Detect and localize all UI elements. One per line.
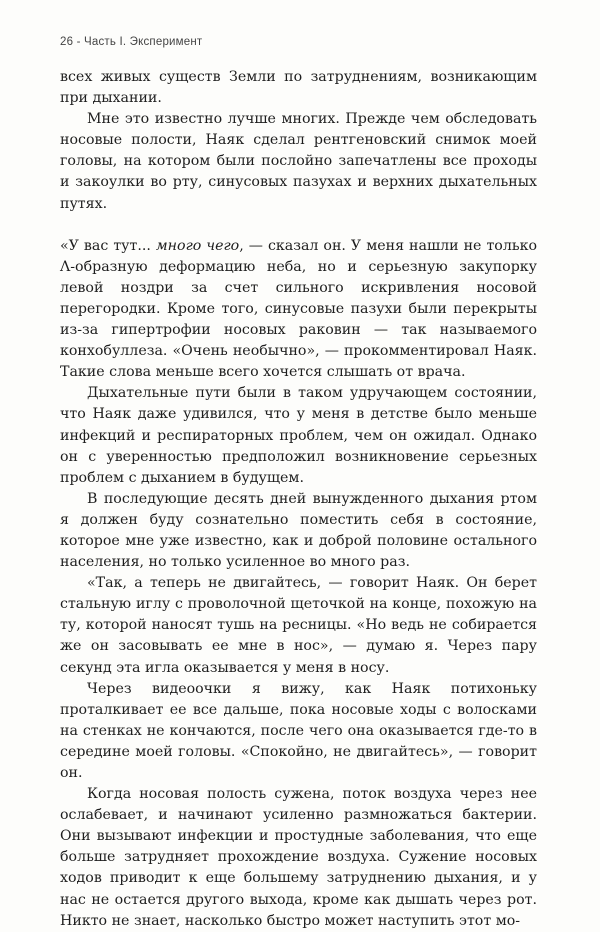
- quote-tail: , — сказал он. У меня нашли не только Λ-образную деформацию неба, но и серьезную закупорку левой ноздри за счет сильного искривления носовой перегородки. Кроме того, синусовые пазухи были перекрыты из-за гипертрофии носовых раковин — так называемого конхобуллеза. «Очень необычно», — прокомментировал Наяк. Такие слова меньше всего хочется слышать от врача.: [60, 237, 537, 381]
- paragraph-2: Мне это известно лучше многих. Прежде чем обследовать носовые полости, Наяк сделал рентгеновский снимок моей головы, на котором были послойно запечатлены все проходы и закоулки во рту, синусовых пазухах и верхних дыхательных путях.: [60, 111, 537, 212]
- paragraph-4: Дыхательные пути были в таком удручающем состоянии, что Наяк даже удивился, что у меня в детстве было меньше инфекций и респираторных проблем, чем он ожидал. Однако он с уверенностью предположил возникновение серьезных проблем с дыханием в будущем.: [60, 385, 537, 486]
- running-head: 26 - Часть I. Эксперимент: [60, 36, 203, 48]
- paragraph-7: Через видеоочки я вижу, как Наяк потихоньку проталкивает ее все дальше, пока носовые ходы с волосками на стенках не кончаются, после чего она оказывается где-то в середине моей головы. «Спокойно, не двигайтесь», — говорит он.: [60, 680, 537, 781]
- quote-emphasis: много чего: [155, 237, 240, 254]
- paragraph-1: всех живых существ Земли по затруднениям, возникающим при дыхании.: [60, 69, 537, 107]
- page-body: [60, 67, 537, 932]
- quote-lead: «У вас тут...: [60, 237, 156, 254]
- paragraph-8: Когда носовая полость сужена, поток воздуха через нее ослабевает, и начинают усиленно размножаться бактерии. Они вызывают инфекции и простудные заболевания, что еще больше затрудняет прохождение воздуха. Сужение носовых ходов приводит к еще большему затруднению дыхания, и у нас не остается другого выхода, кроме как дышать через рот. Никто не знает, насколько быстро может наступить этот мо-: [60, 786, 537, 929]
- paragraph-6: «Так, а теперь не двигайтесь, — говорит Наяк. Он берет стальную иглу с проволочной щеточкой на конце, похожую на ту, которой наносят тушь на ресницы. «Но ведь не собирается же он засовывать ее мне в нос», — думаю я. Через пару секунд эта игла оказывается у меня в носу.: [60, 575, 537, 676]
- paragraph-5: В последующие десять дней вынужденного дыхания ртом я должен буду сознательно поместить себя в состояние, которое мне уже известно, как и доброй половине остального населения, но только усиленное во много раз.: [60, 490, 537, 571]
- paragraph-3: [60, 236, 537, 384]
